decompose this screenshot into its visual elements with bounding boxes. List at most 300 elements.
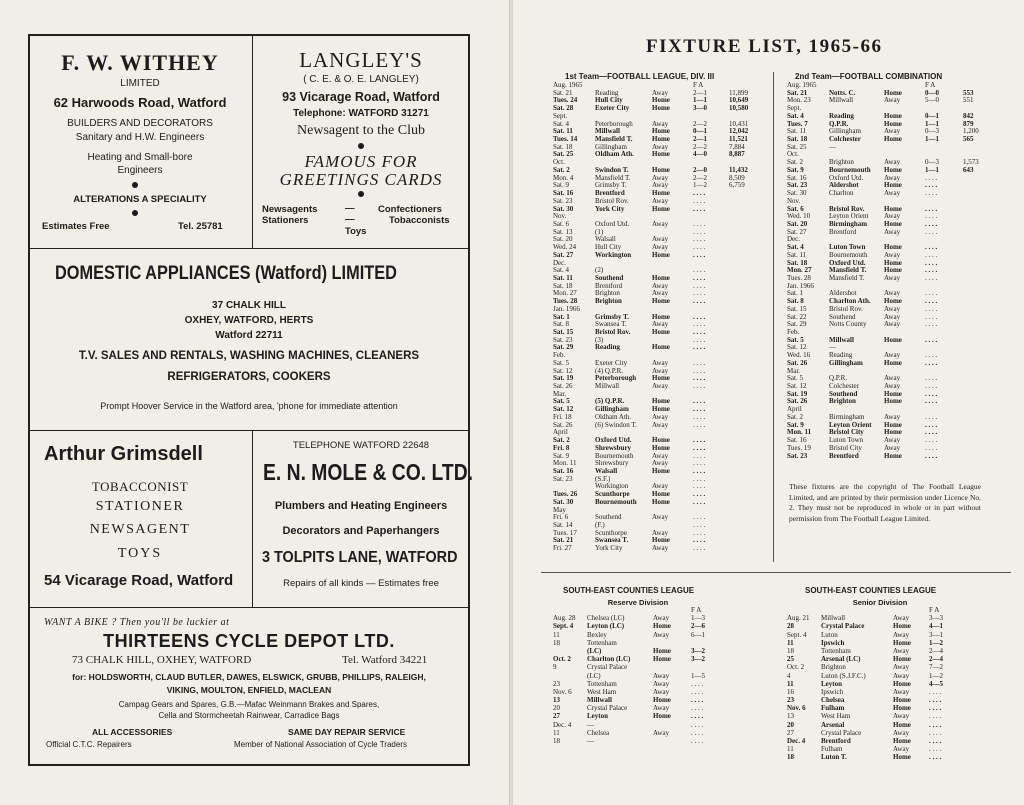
langley-dash: — — [345, 203, 355, 214]
copyright-notice: These fixtures are the copyright of The Football League Limited, and are printed by their permission under Licence No. 2. They must not be reproduced in whole or in part without permission from The Football League Limited. — [789, 482, 981, 523]
divider — [28, 248, 470, 249]
fixture-venue: Away — [652, 181, 669, 190]
fixture-date: Sat. 11 — [553, 127, 573, 136]
fixture-date: Nov. 6 — [553, 687, 572, 696]
fixture-opponent: (S.F.) — [595, 474, 611, 483]
fixture-opponent: Luton Town — [829, 243, 866, 252]
fixture-date: Sat. 20 — [787, 219, 808, 228]
fixture-venue: Away — [893, 646, 910, 655]
bullet-dot — [358, 143, 364, 149]
fixture-score: 1—5 — [691, 671, 705, 680]
fixture-opponent: Oldham Ath. — [595, 412, 632, 421]
fixture-venue: Away — [884, 412, 901, 421]
fixture-date: Sat. 12 — [553, 366, 573, 375]
fixture-opponent: Swindon T. — [595, 165, 629, 174]
fixture-date: Sat. 6 — [787, 204, 804, 213]
fixture-score: . . . . — [693, 420, 706, 429]
fixture-date: Aug. 28 — [553, 614, 576, 623]
fixture-date: Wed. 16 — [787, 351, 811, 360]
fixture-opponent: Southend — [595, 513, 622, 522]
fixture-opponent: Shrewsbury — [595, 443, 632, 452]
fixture-date: Sat. 11 — [553, 273, 573, 282]
fixture-venue: Away — [893, 671, 910, 680]
fixture-date: Sat. 15 — [553, 328, 574, 336]
fixture-date: Sept. — [787, 104, 802, 113]
fixture-opponent: (6) Swindon T. — [595, 420, 637, 429]
fixture-attendance: 12,042 — [729, 127, 749, 136]
fixture-score: . . . . — [929, 704, 942, 713]
fixture-score: 1—1 — [693, 96, 707, 105]
fixture-opponent: Chelsea — [821, 696, 845, 705]
fixture-date: 11 — [553, 630, 560, 639]
fixture-venue: Home — [884, 428, 902, 437]
fixture-date: Sat. 26 — [553, 420, 573, 429]
withey-line: Sanitary and H.W. Engineers — [75, 132, 205, 143]
thirteens-name: THIRTEENS CYCLE DEPOT LTD. — [103, 631, 395, 651]
fixture-opponent: Scunthorpe — [595, 528, 627, 537]
fixture-date: Fri. 6 — [553, 513, 569, 522]
fixture-score: . . . . — [693, 474, 706, 483]
fixture-attendance: 1,573 — [963, 158, 979, 167]
mole-line: Decorators and Paperhangers — [282, 525, 440, 537]
fixture-score: . . . . — [693, 266, 706, 275]
fixture-opponent: (3) — [595, 335, 604, 344]
fixture-score: . . . . — [925, 273, 938, 282]
fixture-score: . . . . — [925, 243, 938, 252]
fixture-opponent: Aldershot — [829, 181, 859, 190]
langley-address: 93 Vicarage Road, Watford — [282, 90, 440, 104]
withey-line: BUILDERS AND DECORATORS — [67, 118, 213, 129]
fixture-score: . . . . — [693, 482, 706, 491]
fixture-score: . . . . — [925, 212, 938, 221]
fixture-date: Oct. 2 — [787, 663, 805, 672]
fixture-date: Sat. 4 — [787, 111, 804, 120]
fixture-date: Sat. 5 — [553, 397, 570, 406]
mole-line: Plumbers and Heating Engineers — [274, 500, 448, 512]
fixture-venue: Home — [652, 436, 670, 445]
fixture-date: Dec. 4 — [553, 720, 572, 729]
domestic-sales: T.V. SALES AND RENTALS, WASHING MACHINES, CLEANERS — [78, 350, 420, 362]
fixture-attendance: 553 — [963, 88, 974, 97]
fixture-opponent: Fulham — [821, 745, 843, 754]
fixture-score: 1—1 — [925, 135, 939, 144]
fixture-score: . . . . — [693, 328, 706, 336]
withey-estimates: Estimates Free — [42, 221, 110, 232]
fixture-venue: Home — [893, 753, 911, 762]
fixture-date: Sat. 9 — [787, 420, 804, 429]
fixture-date: Tues. 24 — [553, 96, 578, 105]
fixture-score: . . . . — [925, 304, 938, 313]
withey-address: 62 Harwoods Road, Watford — [53, 95, 227, 110]
fixture-opponent: (LC) — [587, 646, 602, 655]
fixture-score: F A — [691, 606, 702, 614]
fixture-score: 1—1 — [925, 119, 939, 128]
fixture-opponent: Brighton — [829, 397, 856, 406]
fixture-opponent: Exeter City — [595, 104, 630, 113]
fixture-opponent: Southend — [595, 273, 624, 282]
fixture-date: Sat. 30 — [553, 204, 574, 213]
fixture-date: Tues. 14 — [553, 135, 578, 144]
fixture-score: . . . . — [929, 728, 942, 737]
fixture-venue: Home — [652, 405, 670, 414]
fixture-date: Fri. 27 — [553, 544, 572, 553]
fixture-score: 0—3 — [925, 158, 939, 167]
fixture-venue: Away — [893, 663, 910, 672]
fixture-venue: Away — [652, 119, 669, 128]
fixture-score: . . . . — [693, 281, 706, 290]
fixture-score: . . . . — [693, 343, 706, 352]
fixture-attendance: 11,521 — [729, 135, 748, 144]
fixture-score: . . . . — [925, 397, 938, 406]
fixture-date: Sat. 28 — [553, 104, 574, 113]
fixture-score: . . . . — [691, 696, 704, 705]
first-team-heading: 1st Team—FOOTBALL LEAGUE, DIV. III — [565, 72, 715, 81]
fixture-opponent: Oxford Utd. — [829, 173, 864, 182]
fixture-venue: Home — [884, 451, 902, 460]
fixture-score: F A — [693, 81, 704, 89]
fixture-date: Sat. 5 — [787, 374, 803, 383]
fixture-opponent: Luton (S.J.F.C.) — [821, 671, 866, 680]
fixture-date: Sat. 8 — [787, 297, 804, 306]
langley-tobacconists: Tobacconists — [389, 215, 450, 226]
fixture-opponent: Mansfield T. — [829, 266, 867, 275]
fixture-date: Mon. 23 — [787, 96, 811, 105]
fixture-venue: Away — [884, 289, 901, 298]
fixture-date: Mar. — [787, 366, 801, 375]
fixture-date: Sat. 22 — [787, 312, 807, 321]
fixture-venue: Away — [884, 436, 901, 445]
fixture-venue: Away — [893, 745, 910, 754]
fixture-score: . . . . — [925, 420, 938, 429]
fixture-opponent: Tottenham — [587, 638, 617, 647]
fixture-opponent: Birmingham — [829, 219, 868, 228]
fixture-date: Sat. 16 — [787, 436, 807, 445]
fixture-date: Sat. 26 — [553, 382, 573, 391]
fixture-date: Sept. — [553, 111, 568, 120]
right-page — [513, 0, 1024, 805]
fixture-venue: Away — [893, 728, 910, 737]
fixture-date: Jan. 1966 — [553, 304, 580, 313]
fixture-date: Sat. 27 — [553, 250, 574, 259]
fixture-score: . . . . — [693, 297, 706, 306]
withey-name: F. W. WITHEY — [61, 50, 219, 75]
fixture-score: . . . . — [925, 219, 938, 228]
fixture-score: . . . . — [925, 227, 938, 236]
fixture-opponent: York City — [595, 204, 625, 213]
fixture-score: 4—5 — [929, 679, 943, 688]
fixture-score: . . . . — [693, 513, 706, 522]
fixture-score: . . . . — [693, 544, 706, 553]
fixture-opponent: Oxford Utd. — [829, 258, 866, 267]
fixture-opponent: Oxford Utd. — [595, 436, 632, 445]
fixture-date: Mon. 27 — [553, 289, 577, 298]
fixture-date: 20 — [553, 704, 560, 713]
fixture-date: 27 — [787, 728, 794, 737]
fixture-opponent: Gillingham — [595, 142, 627, 151]
fixture-score: . . . . — [693, 436, 706, 445]
domestic-name: DOMESTIC APPLIANCES (Watford) LIMITED — [55, 263, 397, 284]
fixture-score: . . . . — [925, 374, 938, 383]
fixture-date: Jan. 1966 — [787, 281, 814, 290]
fixture-score: . . . . — [925, 289, 938, 298]
fixture-opponent: Aldershot — [829, 289, 857, 298]
fixture-date: Sat. 9 — [787, 165, 804, 174]
fixture-date: Sat. 5 — [787, 335, 804, 344]
fixture-date: Sat. 19 — [787, 389, 808, 398]
fixture-venue: Away — [884, 227, 901, 236]
fixture-date: Sat. 5 — [553, 358, 569, 367]
fixture-date: Sat. 16 — [787, 173, 807, 182]
fixture-opponent: Tottenham — [587, 679, 617, 688]
fixture-date: Sat. 12 — [787, 382, 807, 391]
fixture-opponent: Bristol City — [829, 428, 864, 437]
fixture-venue: Away — [652, 544, 669, 553]
fixture-opponent: Charlton — [829, 189, 854, 198]
fixture-venue: Home — [652, 536, 670, 545]
fixture-venue: Home — [884, 358, 902, 367]
fixture-opponent: Millwall — [587, 696, 612, 705]
fixture-date: Sat. 18 — [787, 258, 808, 267]
fixture-opponent: (4) Q.P.R. — [595, 366, 624, 375]
fixture-opponent: Luton — [821, 630, 838, 639]
fixture-venue: Home — [652, 250, 670, 259]
fixture-venue: Home — [884, 204, 902, 213]
fixture-venue: Away — [652, 281, 669, 290]
withey-line: Engineers — [117, 165, 163, 176]
fixture-date: Fri. 18 — [553, 412, 572, 421]
fixture-score: 4—1 — [929, 622, 943, 631]
fixture-score: F A — [929, 606, 940, 614]
fixture-opponent: Brentford — [595, 281, 623, 290]
fixture-score: . . . . — [693, 219, 706, 228]
fixture-date: Sat. 21 — [553, 536, 574, 545]
langley-sub: ( C. E. & O. E. LANGLEY) — [303, 74, 419, 85]
fixture-score: . . . . — [929, 696, 942, 705]
fixture-score: . . . . — [925, 173, 938, 182]
fixture-venue: Home — [884, 165, 902, 174]
fixture-date: Sat. 11 — [787, 250, 807, 259]
fixture-venue: Home — [884, 297, 902, 306]
fixture-opponent: Gillingham — [829, 358, 863, 367]
fixture-date: Sat. 23 — [787, 451, 808, 460]
fixture-venue: Away — [884, 443, 901, 452]
fixture-score: . . . . — [691, 679, 704, 688]
fixture-venue: Away — [884, 127, 901, 136]
fixture-opponent: Mansfield T. — [829, 273, 865, 282]
fixture-score: . . . . — [925, 382, 938, 391]
fixture-venue: Away — [884, 374, 901, 383]
domestic-address: 37 CHALK HILL — [212, 300, 286, 311]
thirteens-ctc: Official C.T.C. Repairers — [46, 740, 132, 749]
fixture-score: . . . . — [925, 428, 938, 437]
fixture-venue: Home — [884, 111, 902, 120]
fixture-opponent: Grimsby T. — [595, 312, 629, 321]
fixture-score: 4—0 — [693, 150, 707, 159]
fixture-date: 4 — [787, 671, 791, 680]
fixture-opponent: Hull City — [595, 96, 623, 105]
fixture-venue: Home — [884, 335, 902, 344]
fixture-score: . . . . — [693, 451, 706, 460]
fixture-score: 2—2 — [693, 142, 707, 151]
senior-subheading: Senior Division — [852, 598, 908, 607]
thirteens-repair: SAME DAY REPAIR SERVICE — [288, 727, 406, 737]
fixture-date: Sat. 23 — [553, 335, 573, 344]
fixture-score: 2—2 — [693, 173, 707, 182]
fixture-score: . . . . — [693, 235, 706, 244]
fixture-venue: Away — [652, 243, 669, 252]
fixture-opponent: Arsenal — [821, 720, 845, 729]
domestic-address: OXHEY, WATFORD, HERTS — [184, 315, 314, 326]
fixture-venue: Away — [884, 273, 901, 282]
fixture-date: Sat. 16 — [553, 189, 574, 198]
fixture-opponent: West Ham — [587, 687, 617, 696]
mole-repairs: Repairs of all kinds — Estimates free — [283, 578, 439, 589]
fixture-venue: Away — [893, 630, 910, 639]
fixture-score: . . . . — [693, 490, 706, 499]
left-page — [0, 0, 510, 805]
thirteens-member: Member of National Association of Cycle Traders — [234, 740, 407, 749]
fixture-opponent: Bournemouth — [595, 451, 634, 460]
fixture-venue: Away — [884, 189, 901, 198]
langley-confectioners: Confectioners — [378, 204, 442, 215]
fixture-venue: Away — [652, 513, 669, 522]
divider — [541, 572, 1011, 573]
fixture-venue: Away — [652, 219, 669, 228]
fixture-score: . . . . — [693, 366, 706, 375]
fixture-opponent: Millwall — [821, 614, 846, 623]
fixture-opponent: Walsall — [595, 466, 618, 475]
fixture-date: Tues. 17 — [553, 528, 577, 537]
fixture-opponent: Bournemouth — [829, 165, 871, 174]
fixture-date: Sat. 26 — [787, 397, 808, 406]
fixture-date: 20 — [787, 720, 794, 729]
fixture-opponent: Bexley — [587, 630, 607, 639]
fixture-opponent: Leyton Orient — [829, 212, 869, 221]
fixture-venue: Away — [884, 158, 901, 167]
fixture-score: 7—2 — [929, 663, 943, 672]
fixture-score: . . . . — [691, 720, 704, 729]
fixture-score: . . . . — [925, 451, 938, 460]
fixture-opponent: Brentford — [821, 737, 851, 745]
fixture-opponent: Workington — [595, 482, 629, 491]
second-team-heading: 2nd Team—FOOTBALL COMBINATION — [795, 72, 943, 81]
fixture-opponent: Ipswich — [821, 687, 844, 696]
fixture-score: . . . . — [693, 443, 706, 452]
fixture-opponent: Workington — [595, 250, 632, 259]
fixture-opponent: Bournemouth — [829, 250, 868, 259]
fixture-opponent: Southend — [829, 389, 858, 398]
fixture-venue: Home — [893, 655, 911, 664]
fixture-attendance: 842 — [963, 111, 974, 120]
fixture-opponent: (5) Q.P.R. — [595, 397, 625, 406]
fixture-date: Sat. 6 — [553, 219, 569, 228]
fixture-date: 9 — [553, 663, 557, 672]
grimsdell-address: 54 Vicarage Road, Watford — [44, 572, 234, 589]
fixture-opponent: Q.P.R. — [829, 374, 848, 383]
fixture-date: 11 — [787, 638, 794, 647]
fixture-score: . . . . — [693, 412, 706, 421]
fixture-attendance: 879 — [963, 119, 974, 128]
grimsdell-line: NEWSAGENT — [89, 522, 191, 537]
fixture-venue: Away — [652, 88, 669, 97]
langley-tel: Telephone: WATFORD 31271 — [293, 108, 429, 119]
fixture-venue: Home — [652, 96, 670, 105]
fixture-score: . . . . — [693, 227, 706, 236]
fixture-venue: Away — [652, 173, 669, 182]
fixture-date: Sat. 4 — [553, 266, 569, 275]
fixture-date: Dec. 4 — [787, 737, 806, 745]
fixture-score: . . . . — [693, 273, 706, 282]
fixture-venue: Away — [652, 235, 669, 244]
fixture-score: . . . . — [693, 335, 706, 344]
fixture-venue: Home — [652, 127, 670, 136]
fixture-venue: Away — [652, 196, 669, 205]
fixture-opponent: Fulham — [821, 704, 845, 713]
fixture-date: Nov. — [553, 212, 567, 221]
fixture-opponent: Crystal Palace — [587, 704, 628, 713]
fixture-opponent: Crystal Palace — [821, 728, 862, 737]
bullet-dot — [132, 210, 138, 216]
grimsdell-line: STATIONER — [95, 499, 185, 514]
fixture-score: . . . . — [693, 289, 706, 298]
fixture-date: Mon. 11 — [553, 459, 577, 468]
fixture-venue: Away — [652, 420, 669, 429]
fixture-attendance: 8,887 — [729, 150, 745, 159]
fixture-date: Sat. 29 — [787, 320, 807, 329]
fixture-score: . . . . — [925, 189, 938, 198]
fixture-date: Sat. 13 — [553, 227, 573, 236]
fixture-opponent: Bristol Rov. — [829, 204, 865, 213]
fixture-score: . . . . — [929, 687, 942, 696]
fixture-date: Sat. 2 — [787, 158, 803, 167]
fixture-opponent: Charlton (LC) — [587, 655, 631, 664]
fixture-score: . . . . — [693, 312, 706, 321]
fixture-venue: Away — [652, 412, 669, 421]
fixture-date: 11 — [787, 745, 794, 754]
bullet-dot — [132, 182, 138, 188]
fixture-venue: Away — [884, 173, 901, 182]
fixture-attendance: 551 — [963, 96, 974, 105]
reserve-subheading: Reserve Division — [607, 598, 669, 607]
fixture-date: Sat. 30 — [553, 497, 574, 506]
grimsdell-line: TOYS — [117, 546, 163, 561]
fixture-date: 11 — [553, 728, 560, 737]
fixture-score: . . . . — [693, 520, 706, 529]
fixture-opponent: Oxford Utd. — [595, 219, 630, 228]
fixture-date: 18 — [787, 646, 794, 655]
fixture-venue: Away — [653, 728, 670, 737]
fixture-date: Wed. 10 — [787, 212, 811, 221]
fixture-date: Tues. 19 — [787, 443, 811, 452]
fixture-attendance: 7,884 — [729, 142, 745, 151]
fixture-score: . . . . — [925, 181, 938, 190]
fixture-venue: Home — [652, 165, 670, 174]
fixture-attendance: 565 — [963, 135, 974, 144]
fixture-score: . . . . — [925, 297, 938, 306]
fixture-date: May — [553, 505, 566, 514]
langley-greetings: GREETINGS CARDS — [279, 170, 443, 189]
fixture-opponent: Chelsea — [587, 728, 610, 737]
fixture-venue: Home — [884, 243, 902, 252]
fixture-opponent: Swansea T. — [595, 320, 627, 329]
fixture-score: 2—6 — [691, 622, 705, 631]
fixture-date: Sat. 12 — [787, 343, 807, 352]
fixture-date: Tues. 7 — [787, 119, 808, 128]
fixture-opponent: Reading — [829, 351, 853, 360]
fixture-venue: Away — [652, 382, 669, 391]
fixture-opponent: Chelsea (LC) — [587, 614, 625, 623]
fixture-date: 23 — [553, 679, 560, 688]
